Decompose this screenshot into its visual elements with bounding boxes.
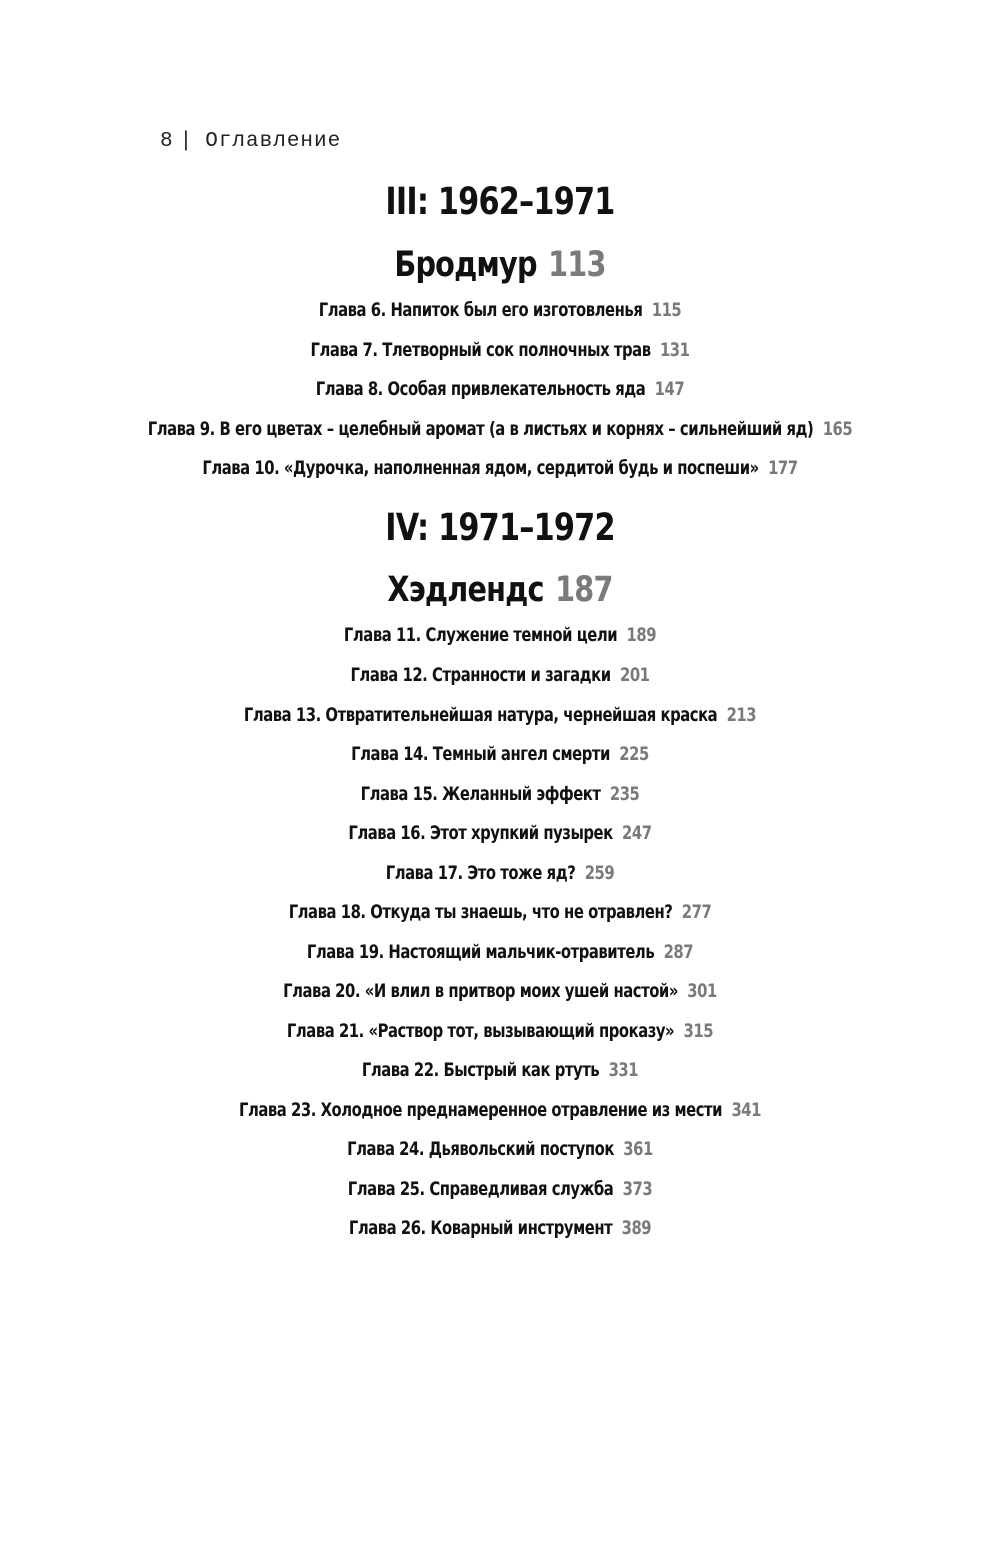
chapter-label: Глава 6. Напиток был его изготовленья — [318, 299, 643, 321]
chapter-page: 315 — [683, 1020, 714, 1042]
toc-entry — [110, 664, 890, 686]
chapter-page: 147 — [654, 378, 685, 400]
chapter-page: 373 — [622, 1178, 653, 1200]
chapter-page: 247 — [622, 822, 652, 844]
toc-entry — [110, 743, 890, 765]
chapter-page: 177 — [768, 457, 798, 479]
toc-entry — [110, 1217, 890, 1239]
chapter-label: Глава 7. Тлетворный сок полночных трав — [310, 339, 651, 361]
toc-entry — [110, 901, 890, 923]
chapter-label: Глава 13. Отвратительнейшая натура, чернейшая краска — [243, 704, 718, 726]
chapter-page: 115 — [651, 299, 682, 321]
chapter-page: 277 — [681, 901, 712, 923]
chapter-label: Глава 25. Справедливая служба — [347, 1178, 614, 1200]
toc-entry — [110, 704, 890, 726]
chapter-label: Глава 10. «Дурочка, наполненная ядом, сердитой будь и поспеши» — [202, 457, 759, 479]
chapter-label: Глава 19. Настоящий мальчик-отравитель — [306, 941, 655, 963]
chapter-label: Глава 15. Желанный эффект — [360, 783, 601, 805]
toc-entry — [110, 1099, 890, 1121]
chapter-label: Глава 12. Странности и загадки — [350, 664, 611, 686]
part-title: IV: 1971–1972 — [385, 506, 615, 549]
chapter-page: 201 — [619, 664, 650, 686]
section-title — [90, 245, 910, 285]
toc-entry — [110, 624, 890, 646]
chapter-page: 361 — [623, 1138, 653, 1160]
section-name: Бродмур — [394, 245, 537, 285]
page-number: 8 — [160, 130, 174, 153]
section-page: 113 — [548, 245, 606, 285]
toc-entry — [110, 457, 890, 479]
toc-entry — [110, 783, 890, 805]
chapter-label: Глава 8. Особая привлекательность яда — [315, 378, 646, 400]
chapter-label: Глава 18. Откуда ты знаешь, что не отравлен? — [288, 901, 673, 923]
toc-entry — [110, 1020, 890, 1042]
chapter-page: 287 — [663, 941, 694, 963]
toc-entry — [110, 862, 890, 884]
chapter-page: 301 — [687, 980, 717, 1002]
chapter-label: Глава 26. Коварный инструмент — [348, 1217, 613, 1239]
header-title: Оглавление — [205, 130, 342, 153]
chapter-page: 331 — [608, 1059, 639, 1081]
chapter-label: Глава 21. «Раствор тот, вызывающий проказу» — [286, 1020, 675, 1042]
chapter-page: 389 — [621, 1217, 652, 1239]
toc-entry — [110, 980, 890, 1002]
chapter-page: 213 — [726, 704, 757, 726]
chapter-label: Глава 16. Этот хрупкий пузырек — [348, 822, 613, 844]
section-title — [90, 570, 910, 610]
toc-entry — [110, 941, 890, 963]
toc-entry — [110, 1178, 890, 1200]
toc-entry — [110, 1138, 890, 1160]
chapter-page: 189 — [626, 624, 657, 646]
chapter-label: Глава 11. Служение темной цели — [343, 624, 618, 646]
chapter-page: 259 — [584, 862, 615, 884]
toc-entry — [110, 339, 890, 361]
chapter-label: Глава 9. В его цветах – целебный аромат (а в листьях и корнях – сильнейший яд) — [147, 418, 814, 440]
chapter-label: Глава 14. Темный ангел смерти — [351, 743, 610, 765]
chapter-page: 131 — [659, 339, 690, 361]
chapter-label: Глава 23. Холодное преднамеренное отравление из мести — [239, 1099, 723, 1121]
toc-entry — [110, 1059, 890, 1081]
chapter-label: Глава 22. Быстрый как ртуть — [361, 1059, 600, 1081]
chapter-label: Глава 20. «И влил в притвор моих ушей настой» — [283, 980, 678, 1002]
chapter-page: 225 — [619, 743, 649, 765]
running-head — [160, 130, 341, 153]
chapter-label: Глава 17. Это тоже яд? — [385, 862, 576, 884]
part-title: III: 1962–1971 — [385, 180, 615, 223]
header-separator: | — [179, 130, 194, 153]
chapter-page: 341 — [731, 1099, 761, 1121]
section-name: Хэдлендс — [387, 570, 544, 610]
chapter-page: 235 — [609, 783, 640, 805]
toc-entry — [110, 418, 890, 440]
chapter-page: 165 — [822, 418, 853, 440]
chapter-label: Глава 24. Дьявольский поступок — [347, 1138, 614, 1160]
toc-entry — [110, 378, 890, 400]
toc-entry — [110, 299, 890, 321]
toc-entry — [110, 822, 890, 844]
section-page: 187 — [555, 570, 613, 610]
